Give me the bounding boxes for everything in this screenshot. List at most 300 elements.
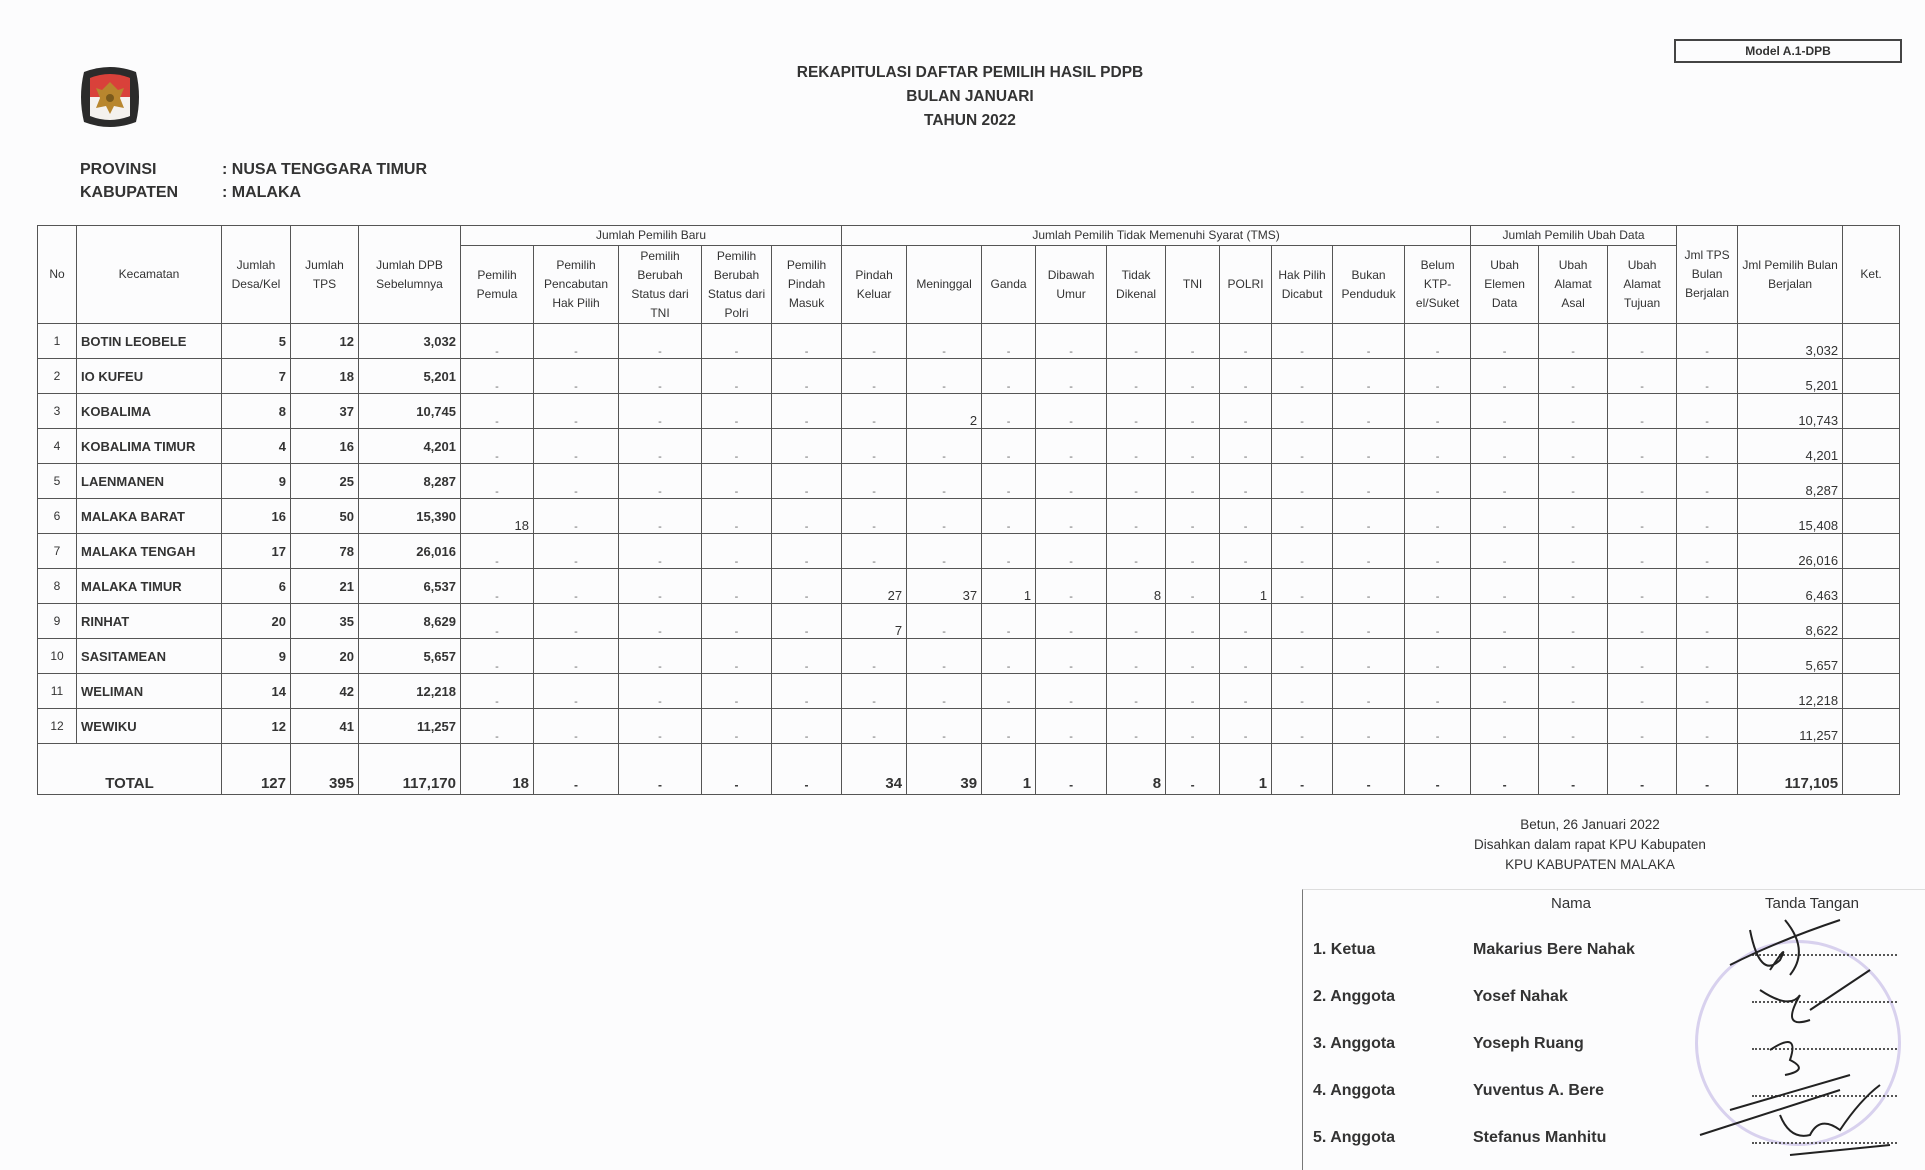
table-row: [38, 464, 1900, 499]
cell-dpb: 8,287: [359, 464, 461, 499]
cell-ubah-asal: -: [1539, 569, 1608, 604]
cell-tidak-dikenal: -: [1107, 709, 1166, 744]
cell-pindah-masuk: -: [772, 674, 842, 709]
cell-polri: -: [1220, 429, 1272, 464]
cell-pindah-masuk: -: [772, 604, 842, 639]
cell-pencabutan: -: [534, 569, 619, 604]
cell-desa: 6: [222, 569, 291, 604]
cell-polri: 1: [1220, 569, 1272, 604]
approval-note: Disahkan dalam rapat KPU Kabupaten: [1474, 837, 1706, 852]
cell-desa: 9: [222, 464, 291, 499]
cell-ket: [1843, 324, 1900, 359]
cell-ubah-elemen: -: [1471, 604, 1539, 639]
col-dpb: Jumlah DPB Sebelumnya: [359, 226, 461, 324]
document-subtitle-month: BULAN JANUARI: [906, 88, 1034, 105]
cell-dibawah-umur: -: [1036, 429, 1107, 464]
cell-tni: -: [1166, 359, 1220, 394]
cell-ganda: -: [982, 499, 1036, 534]
cell-pindah-keluar: -: [842, 709, 907, 744]
cell-desa: 14: [222, 674, 291, 709]
cell-tidak-dikenal: -: [1107, 604, 1166, 639]
cell-belum-ktp: -: [1405, 674, 1471, 709]
cell-tidak-dikenal: -: [1107, 359, 1166, 394]
total-ubah-tujuan: -: [1608, 744, 1677, 795]
group-pemilih-baru: Jumlah Pemilih Baru: [461, 226, 842, 246]
cell-kecamatan: KOBALIMA TIMUR: [77, 429, 222, 464]
cell-polri: -: [1220, 709, 1272, 744]
col-jml-tps: Jml TPS Bulan Berjalan: [1677, 226, 1738, 324]
total-polri: 1: [1220, 744, 1272, 795]
cell-pindah-keluar: -: [842, 429, 907, 464]
cell-ket: [1843, 464, 1900, 499]
col-kecamatan: Kecamatan: [77, 226, 222, 324]
cell-bukan-penduduk: -: [1333, 394, 1405, 429]
cell-hak-dicabut: -: [1272, 499, 1333, 534]
signer-name: Yosef Nahak: [1473, 988, 1568, 1005]
cell-tni-baru: -: [619, 359, 702, 394]
cell-dpb: 12,218: [359, 674, 461, 709]
signer-name: Yuventus A. Bere: [1473, 1082, 1605, 1099]
cell-jml-pemilih: 26,016: [1738, 534, 1843, 569]
cell-pencabutan: -: [534, 709, 619, 744]
cell-ubah-elemen: -: [1471, 534, 1539, 569]
kabupaten-label: KABUPATEN: [80, 184, 179, 201]
institution-name: KPU KABUPATEN MALAKA: [1505, 857, 1675, 872]
cell-pindah-keluar: -: [842, 359, 907, 394]
cell-meninggal: -: [907, 709, 982, 744]
cell-belum-ktp: -: [1405, 429, 1471, 464]
document-subtitle-year: TAHUN 2022: [924, 112, 1016, 129]
cell-dpb: 5,657: [359, 639, 461, 674]
col-bukan-penduduk: Bukan Penduduk: [1333, 246, 1405, 324]
col-tni-baru: Pemilih Berubah Status dari TNI: [619, 246, 702, 324]
total-hak-dicabut: -: [1272, 744, 1333, 795]
total-meninggal: 39: [907, 744, 982, 795]
total-dibawah-umur: -: [1036, 744, 1107, 795]
cell-ubah-tujuan: -: [1608, 429, 1677, 464]
cell-kecamatan: WEWIKU: [77, 709, 222, 744]
cell-tps: 50: [291, 499, 359, 534]
cell-tps: 25: [291, 464, 359, 499]
total-desa: 127: [222, 744, 291, 795]
cell-kecamatan: MALAKA BARAT: [77, 499, 222, 534]
cell-pemula: -: [461, 359, 534, 394]
cell-ubah-elemen: -: [1471, 464, 1539, 499]
cell-tni-baru: -: [619, 429, 702, 464]
cell-ket: [1843, 639, 1900, 674]
cell-polri-baru: -: [702, 429, 772, 464]
cell-hak-dicabut: -: [1272, 639, 1333, 674]
col-jml-pemilih: Jml Pemilih Bulan Berjalan: [1738, 226, 1843, 324]
col-hak-dicabut: Hak Pilih Dicabut: [1272, 246, 1333, 324]
cell-ubah-asal: -: [1539, 324, 1608, 359]
cell-tni: -: [1166, 569, 1220, 604]
cell-jml-tps: -: [1677, 534, 1738, 569]
signer-role: 5. Anggota: [1313, 1129, 1396, 1146]
cell-polri: -: [1220, 639, 1272, 674]
cell-ubah-asal: -: [1539, 464, 1608, 499]
cell-tidak-dikenal: -: [1107, 499, 1166, 534]
cell-ubah-elemen: -: [1471, 674, 1539, 709]
cell-ubah-asal: -: [1539, 499, 1608, 534]
cell-meninggal: -: [907, 429, 982, 464]
cell-tni: -: [1166, 499, 1220, 534]
cell-bukan-penduduk: -: [1333, 639, 1405, 674]
cell-desa: 16: [222, 499, 291, 534]
cell-polri: -: [1220, 604, 1272, 639]
total-jml-pemilih: 117,105: [1738, 744, 1843, 795]
col-polri: POLRI: [1220, 246, 1272, 324]
cell-ubah-elemen: -: [1471, 499, 1539, 534]
cell-jml-pemilih: 8,622: [1738, 604, 1843, 639]
cell-tidak-dikenal: 8: [1107, 569, 1166, 604]
cell-jml-pemilih: 4,201: [1738, 429, 1843, 464]
cell-tps: 20: [291, 639, 359, 674]
cell-pindah-keluar: 7: [842, 604, 907, 639]
cell-tni: -: [1166, 324, 1220, 359]
cell-polri: -: [1220, 394, 1272, 429]
cell-belum-ktp: -: [1405, 464, 1471, 499]
table-row: [38, 429, 1900, 464]
cell-ubah-asal: -: [1539, 709, 1608, 744]
cell-pemula: -: [461, 709, 534, 744]
cell-polri: -: [1220, 674, 1272, 709]
signatures-icon: [1690, 900, 1925, 1161]
cell-dibawah-umur: -: [1036, 394, 1107, 429]
table-row: [38, 499, 1900, 534]
cell-meninggal: -: [907, 499, 982, 534]
table-row: [38, 569, 1900, 604]
cell-kecamatan: IO KUFEU: [77, 359, 222, 394]
col-ket: Ket.: [1843, 226, 1900, 324]
cell-tni: -: [1166, 534, 1220, 569]
kpu-logo: [78, 64, 142, 130]
cell-pindah-keluar: 27: [842, 569, 907, 604]
cell-ubah-elemen: -: [1471, 429, 1539, 464]
cell-bukan-penduduk: -: [1333, 674, 1405, 709]
total-jml-tps: -: [1677, 744, 1738, 795]
cell-tni: -: [1166, 464, 1220, 499]
place-date: Betun, 26 Januari 2022: [1520, 817, 1660, 832]
total-polri-baru: -: [702, 744, 772, 795]
total-ganda: 1: [982, 744, 1036, 795]
cell-bukan-penduduk: -: [1333, 604, 1405, 639]
cell-desa: 9: [222, 639, 291, 674]
cell-pindah-masuk: -: [772, 709, 842, 744]
cell-belum-ktp: -: [1405, 569, 1471, 604]
cell-ket: [1843, 569, 1900, 604]
cell-hak-dicabut: -: [1272, 709, 1333, 744]
cell-ket: [1843, 394, 1900, 429]
cell-tidak-dikenal: -: [1107, 534, 1166, 569]
cell-tps: 16: [291, 429, 359, 464]
cell-ket: [1843, 674, 1900, 709]
col-ubah-elemen: Ubah Elemen Data: [1471, 246, 1539, 324]
cell-ubah-tujuan: -: [1608, 359, 1677, 394]
col-pemula: Pemilih Pemula: [461, 246, 534, 324]
cell-pindah-keluar: -: [842, 324, 907, 359]
cell-belum-ktp: -: [1405, 359, 1471, 394]
cell-tni: -: [1166, 674, 1220, 709]
table-row: [38, 674, 1900, 709]
cell-belum-ktp: -: [1405, 604, 1471, 639]
cell-dibawah-umur: -: [1036, 569, 1107, 604]
cell-tidak-dikenal: -: [1107, 429, 1166, 464]
cell-jml-tps: -: [1677, 394, 1738, 429]
cell-ubah-asal: -: [1539, 394, 1608, 429]
cell-hak-dicabut: -: [1272, 359, 1333, 394]
total-pemula: 18: [461, 744, 534, 795]
kabupaten-value: : MALAKA: [222, 184, 302, 201]
cell-tni-baru: -: [619, 464, 702, 499]
cell-polri-baru: -: [702, 394, 772, 429]
cell-dibawah-umur: -: [1036, 709, 1107, 744]
cell-pindah-masuk: -: [772, 464, 842, 499]
cell-pencabutan: -: [534, 499, 619, 534]
cell-pencabutan: -: [534, 639, 619, 674]
col-tps: Jumlah TPS: [291, 226, 359, 324]
total-pindah-masuk: -: [772, 744, 842, 795]
cell-tni-baru: -: [619, 394, 702, 429]
cell-dibawah-umur: -: [1036, 324, 1107, 359]
provinsi-label: PROVINSI: [80, 161, 157, 178]
cell-dpb: 3,032: [359, 324, 461, 359]
cell-jml-tps: -: [1677, 499, 1738, 534]
cell-jml-tps: -: [1677, 709, 1738, 744]
cell-meninggal: -: [907, 604, 982, 639]
total-row: [38, 744, 1900, 795]
cell-kecamatan: KOBALIMA: [77, 394, 222, 429]
cell-pindah-masuk: -: [772, 569, 842, 604]
cell-dibawah-umur: -: [1036, 499, 1107, 534]
col-belum-ktp: Belum KTP-el/Suket: [1405, 246, 1471, 324]
cell-dpb: 4,201: [359, 429, 461, 464]
cell-dpb: 6,537: [359, 569, 461, 604]
cell-tni: -: [1166, 394, 1220, 429]
cell-bukan-penduduk: -: [1333, 534, 1405, 569]
cell-tps: 41: [291, 709, 359, 744]
cell-polri: -: [1220, 324, 1272, 359]
document-title: REKAPITULASI DAFTAR PEMILIH HASIL PDPB: [796, 64, 1144, 81]
total-dpb: 117,170: [359, 744, 461, 795]
tanda-tangan-header: Tanda Tangan: [1765, 895, 1859, 912]
cell-ubah-elemen: -: [1471, 569, 1539, 604]
cell-ubah-tujuan: -: [1608, 394, 1677, 429]
signer-name: Makarius Bere Nahak: [1473, 941, 1635, 958]
cell-polri-baru: -: [702, 674, 772, 709]
cell-jml-pemilih: 8,287: [1738, 464, 1843, 499]
col-ubah-tujuan: Ubah Alamat Tujuan: [1608, 246, 1677, 324]
col-no: No: [38, 226, 77, 324]
cell-pemula: -: [461, 394, 534, 429]
cell-tps: 78: [291, 534, 359, 569]
cell-tni-baru: -: [619, 324, 702, 359]
cell-ket: [1843, 534, 1900, 569]
cell-pindah-keluar: -: [842, 499, 907, 534]
cell-jml-tps: -: [1677, 359, 1738, 394]
cell-pencabutan: -: [534, 324, 619, 359]
total-pencabutan: -: [534, 744, 619, 795]
cell-pemula: -: [461, 639, 534, 674]
col-tidak-dikenal: Tidak Dikenal: [1107, 246, 1166, 324]
cell-pindah-keluar: -: [842, 534, 907, 569]
cell-pindah-masuk: -: [772, 499, 842, 534]
cell-no: 1: [38, 324, 77, 359]
cell-tni-baru: -: [619, 709, 702, 744]
cell-meninggal: 37: [907, 569, 982, 604]
cell-desa: 20: [222, 604, 291, 639]
cell-dibawah-umur: -: [1036, 534, 1107, 569]
total-ubah-asal: -: [1539, 744, 1608, 795]
cell-ubah-asal: -: [1539, 674, 1608, 709]
table-row: [38, 359, 1900, 394]
cell-tni-baru: -: [619, 569, 702, 604]
col-pencabutan: Pemilih Pencabutan Hak Pilih: [534, 246, 619, 324]
cell-pindah-masuk: -: [772, 534, 842, 569]
cell-dpb: 15,390: [359, 499, 461, 534]
cell-hak-dicabut: -: [1272, 534, 1333, 569]
cell-jml-tps: -: [1677, 569, 1738, 604]
col-desa: Jumlah Desa/Kel: [222, 226, 291, 324]
cell-ganda: 1: [982, 569, 1036, 604]
cell-no: 9: [38, 604, 77, 639]
model-label: Model A.1-DPB: [1674, 39, 1902, 63]
cell-pencabutan: -: [534, 674, 619, 709]
signer-role: 1. Ketua: [1313, 941, 1376, 958]
cell-ubah-elemen: -: [1471, 324, 1539, 359]
cell-belum-ktp: -: [1405, 499, 1471, 534]
col-pindah-keluar: Pindah Keluar: [842, 246, 907, 324]
cell-pencabutan: -: [534, 534, 619, 569]
cell-tidak-dikenal: -: [1107, 639, 1166, 674]
cell-tni-baru: -: [619, 674, 702, 709]
cell-pencabutan: -: [534, 604, 619, 639]
group-ubah-data: Jumlah Pemilih Ubah Data: [1471, 226, 1677, 246]
total-bukan-penduduk: -: [1333, 744, 1405, 795]
cell-tps: 21: [291, 569, 359, 604]
cell-dpb: 5,201: [359, 359, 461, 394]
cell-pencabutan: -: [534, 359, 619, 394]
cell-jml-tps: -: [1677, 604, 1738, 639]
cell-meninggal: -: [907, 534, 982, 569]
cell-polri: -: [1220, 359, 1272, 394]
cell-pindah-keluar: -: [842, 394, 907, 429]
cell-hak-dicabut: -: [1272, 464, 1333, 499]
cell-ubah-asal: -: [1539, 429, 1608, 464]
kpu-emblem-icon: [78, 64, 142, 130]
cell-jml-pemilih: 6,463: [1738, 569, 1843, 604]
cell-dibawah-umur: -: [1036, 464, 1107, 499]
cell-pencabutan: -: [534, 429, 619, 464]
signer-role: 2. Anggota: [1313, 988, 1396, 1005]
cell-ket: [1843, 499, 1900, 534]
cell-polri-baru: -: [702, 709, 772, 744]
col-polri-baru: Pemilih Berubah Status dari Polri: [702, 246, 772, 324]
cell-bukan-penduduk: -: [1333, 499, 1405, 534]
cell-no: 12: [38, 709, 77, 744]
cell-kecamatan: MALAKA TENGAH: [77, 534, 222, 569]
cell-jml-tps: -: [1677, 674, 1738, 709]
total-pindah-keluar: 34: [842, 744, 907, 795]
cell-polri-baru: -: [702, 534, 772, 569]
cell-polri-baru: -: [702, 639, 772, 674]
cell-meninggal: -: [907, 359, 982, 394]
cell-hak-dicabut: -: [1272, 429, 1333, 464]
cell-tni: -: [1166, 709, 1220, 744]
total-belum-ktp: -: [1405, 744, 1471, 795]
cell-kecamatan: WELIMAN: [77, 674, 222, 709]
cell-bukan-penduduk: -: [1333, 359, 1405, 394]
total-tps: 395: [291, 744, 359, 795]
cell-pencabutan: -: [534, 394, 619, 429]
cell-kecamatan: BOTIN LEOBELE: [77, 324, 222, 359]
rekap-table: [37, 225, 1900, 795]
cell-ganda: -: [982, 359, 1036, 394]
cell-jml-pemilih: 5,201: [1738, 359, 1843, 394]
signer-role: 3. Anggota: [1313, 1035, 1396, 1052]
cell-tps: 42: [291, 674, 359, 709]
cell-meninggal: -: [907, 639, 982, 674]
cell-tidak-dikenal: -: [1107, 674, 1166, 709]
cell-ganda: -: [982, 464, 1036, 499]
cell-pemula: -: [461, 604, 534, 639]
cell-ubah-elemen: -: [1471, 639, 1539, 674]
cell-ganda: -: [982, 324, 1036, 359]
cell-ganda: -: [982, 639, 1036, 674]
cell-ubah-tujuan: -: [1608, 709, 1677, 744]
cell-meninggal: 2: [907, 394, 982, 429]
total-tni: -: [1166, 744, 1220, 795]
col-ganda: Ganda: [982, 246, 1036, 324]
cell-ubah-elemen: -: [1471, 359, 1539, 394]
table-row: [38, 324, 1900, 359]
cell-hak-dicabut: -: [1272, 394, 1333, 429]
group-pemilih-tms: Jumlah Pemilih Tidak Memenuhi Syarat (TMS): [842, 226, 1471, 246]
cell-desa: 17: [222, 534, 291, 569]
cell-no: 5: [38, 464, 77, 499]
cell-polri-baru: -: [702, 359, 772, 394]
cell-dibawah-umur: -: [1036, 639, 1107, 674]
cell-polri-baru: -: [702, 569, 772, 604]
cell-bukan-penduduk: -: [1333, 464, 1405, 499]
cell-ubah-asal: -: [1539, 359, 1608, 394]
cell-pemula: -: [461, 534, 534, 569]
cell-pindah-masuk: -: [772, 359, 842, 394]
total-tni-baru: -: [619, 744, 702, 795]
cell-ubah-tujuan: -: [1608, 464, 1677, 499]
cell-ket: [1843, 709, 1900, 744]
cell-tps: 35: [291, 604, 359, 639]
cell-ubah-tujuan: -: [1608, 534, 1677, 569]
cell-jml-pemilih: 11,257: [1738, 709, 1843, 744]
cell-no: 8: [38, 569, 77, 604]
col-meninggal: Meninggal: [907, 246, 982, 324]
cell-polri: -: [1220, 464, 1272, 499]
cell-ganda: -: [982, 429, 1036, 464]
cell-desa: 5: [222, 324, 291, 359]
cell-jml-pemilih: 5,657: [1738, 639, 1843, 674]
nama-header: Nama: [1551, 895, 1592, 912]
cell-pindah-keluar: -: [842, 674, 907, 709]
table-body: [38, 324, 1900, 795]
cell-dibawah-umur: -: [1036, 359, 1107, 394]
cell-bukan-penduduk: -: [1333, 569, 1405, 604]
cell-pemula: -: [461, 324, 534, 359]
cell-tni-baru: -: [619, 639, 702, 674]
table-row: [38, 394, 1900, 429]
cell-ubah-elemen: -: [1471, 394, 1539, 429]
cell-dibawah-umur: -: [1036, 674, 1107, 709]
